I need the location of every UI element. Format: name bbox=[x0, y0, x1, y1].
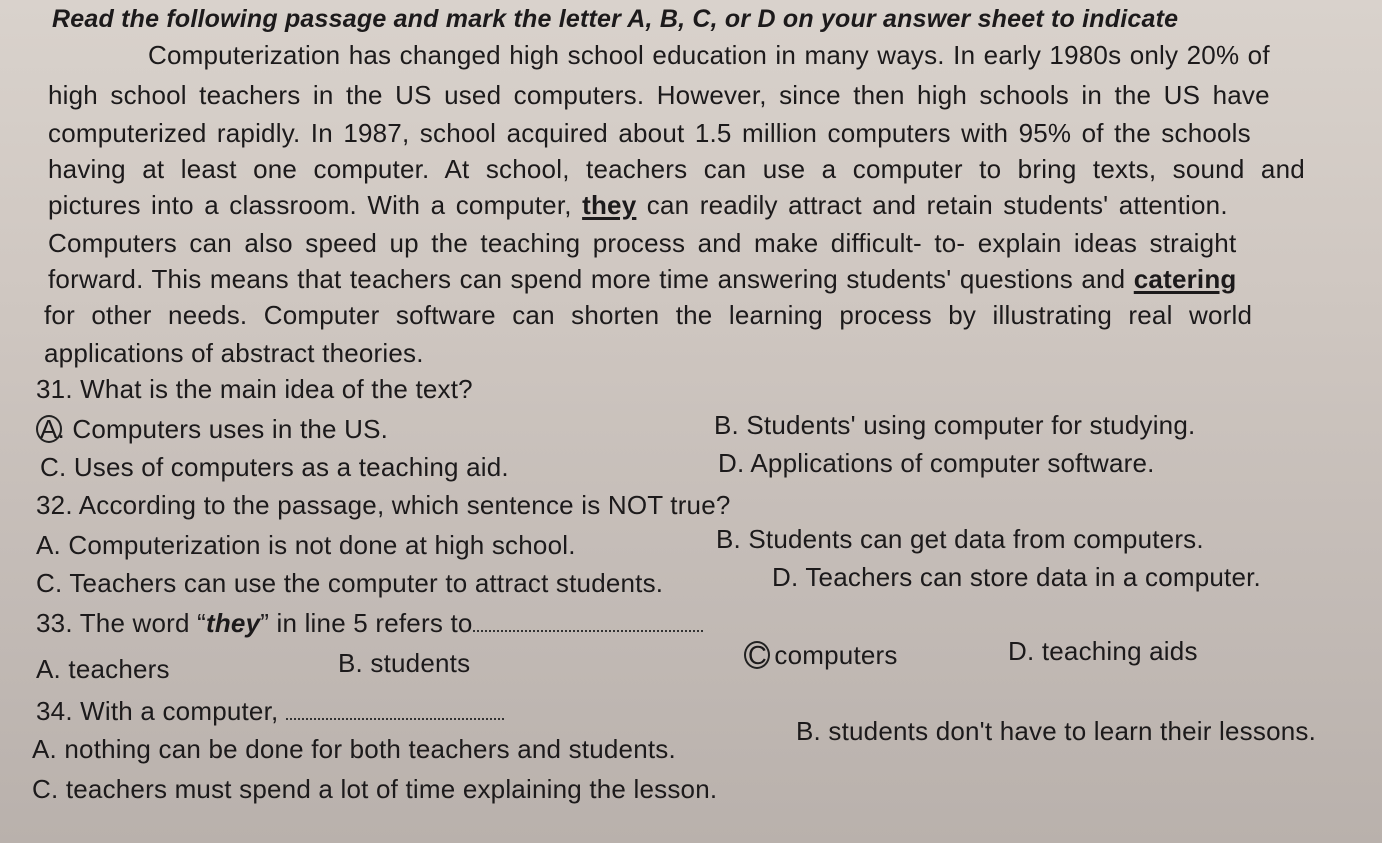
question-31-stem: 31. What is the main idea of the text? bbox=[36, 374, 473, 404]
answer-blank-33 bbox=[473, 620, 703, 632]
q31-option-d[interactable]: D. Applications of computer software. bbox=[718, 448, 1155, 478]
q31-option-c[interactable]: C. Uses of computers as a teaching aid. bbox=[40, 452, 509, 482]
q32-option-b[interactable]: B. Students can get data from computers. bbox=[716, 524, 1204, 554]
question-33-stem-start: 33. The word “ bbox=[36, 608, 206, 638]
instruction-text: Read the following passage and mark the letter A, B, C, or D on your answer sheet to indicate bbox=[52, 5, 1179, 33]
passage-line-6: Computers can also speed up the teaching process and make difficult- to- explain ideas straight bbox=[48, 228, 1237, 258]
passage-line-9: applications of abstract theories. bbox=[44, 338, 424, 368]
circled-answer-c: C bbox=[748, 640, 767, 670]
question-33-stem bbox=[36, 608, 703, 638]
q31-option-b[interactable]: B. Students' using computer for studying. bbox=[714, 410, 1196, 440]
q34-option-b[interactable]: B. students don't have to learn their lessons. bbox=[796, 716, 1317, 746]
passage-line-3: computerized rapidly. In 1987, school acquired about 1.5 million computers with 95% of the schools bbox=[48, 118, 1251, 148]
question-33-stem-end: ” in line 5 refers to bbox=[260, 608, 473, 638]
question-32-stem: 32. According to the passage, which sentence is NOT true? bbox=[36, 490, 731, 520]
passage-line-5-end: can readily attract and retain students' attention. bbox=[636, 190, 1228, 220]
circled-answer-a: A bbox=[40, 414, 58, 444]
passage-line-4: having at least one computer. At school, teachers can use a computer to bring texts, sound and bbox=[48, 154, 1305, 184]
passage-line-2: high school teachers in the US used computers. However, since then high schools in the US have bbox=[48, 80, 1270, 110]
question-33-keyword: they bbox=[205, 608, 261, 638]
q33-option-a[interactable]: A. teachers bbox=[36, 654, 170, 684]
underlined-word-they: they bbox=[582, 190, 637, 220]
question-34-stem-text: 34. With a computer, bbox=[36, 696, 279, 726]
q31-option-a-text: . Computers uses in the US. bbox=[57, 414, 389, 444]
q33-option-d[interactable]: D. teaching aids bbox=[1008, 636, 1198, 666]
q31-option-a[interactable] bbox=[40, 414, 388, 444]
passage-line-5-start: pictures into a classroom. With a computer, bbox=[48, 190, 583, 220]
q33-option-c[interactable] bbox=[748, 640, 898, 670]
passage-line-7 bbox=[48, 264, 1237, 294]
q34-option-c[interactable]: C. teachers must spend a lot of time explaining the lesson. bbox=[32, 774, 718, 804]
passage-line-8: for other needs. Computer software can shorten the learning process by illustrating real world bbox=[44, 300, 1253, 330]
answer-blank-34 bbox=[286, 708, 504, 720]
passage-line-1: Computerization has changed high school education in many ways. In early 1980s only 20% of bbox=[148, 40, 1270, 70]
q32-option-c[interactable]: C. Teachers can use the computer to attract students. bbox=[36, 568, 664, 598]
question-34-stem bbox=[36, 696, 504, 726]
underlined-word-catering: catering bbox=[1133, 264, 1237, 294]
passage-line-5 bbox=[48, 190, 1228, 220]
q33-option-c-text: computers bbox=[766, 640, 898, 670]
q33-option-b[interactable]: B. students bbox=[338, 648, 471, 678]
q32-option-d[interactable]: D. Teachers can store data in a computer. bbox=[772, 562, 1261, 592]
q32-option-a[interactable]: A. Computerization is not done at high school. bbox=[36, 530, 576, 560]
q34-option-a[interactable]: A. nothing can be done for both teachers and students. bbox=[32, 734, 676, 764]
passage-line-7-start: forward. This means that teachers can spend more time answering students' questions and bbox=[48, 264, 1134, 294]
